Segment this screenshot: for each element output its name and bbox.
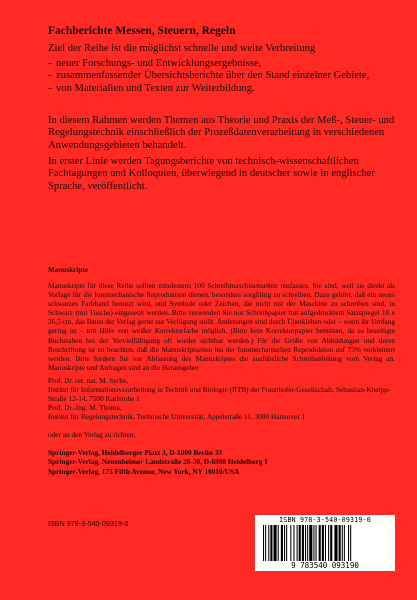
barcode-bar [328,525,329,561]
barcode-isbn-label: ISBN 978-3-540-09319-0 [279,516,371,524]
barcode-bar [344,525,345,561]
barcode-bar [297,525,298,561]
barcode-bar [307,525,308,561]
series-title: Fachberichte Messen, Steuern, Regeln [48,25,236,37]
aim-text: neuer Forschungs- und Entwicklungsergebnisse, [56,58,262,69]
barcode-bars [261,525,389,562]
barcode-bar [325,525,326,561]
dash-bullet: - [48,70,52,82]
editor-name: Prof. Dr.-Ing. M. Thoma, [48,403,122,412]
aim-text: von Materialien und Texten zur Weiterbildung. [56,82,255,94]
barcode-digits: 9 783540 093190 [291,561,359,570]
editor-address: Institut für Informationsverarbeitung in Technik und Biologie (IITB) der Fraunhofer-Gesellschaft, Sebastian-Kneipp-Straße 12-14, 7500 Karlsruhe 1 [48,385,391,404]
aim-text: zusammenfassender Übersichtsberichte über den Stand einzelner Gebiete, [56,70,370,82]
barcode-bar [302,525,304,561]
publisher-address-newyork: Springer-Verlag, 175 Fifth Avenue, New York, NY 10010/USA [48,466,240,476]
barcode-bar [313,525,314,561]
barcode-bar [278,525,279,561]
barcode-bar [316,525,317,561]
barcode-bar [265,525,266,561]
proceedings-paragraph: In erster Linie werden Tagungsberichte von technisch-wissenschaftlichen Fachtagungen und Kolloquien, überwiegend in deutscher sowie in englischer Sprache, veröffentlicht. [48,156,375,192]
aims-list [48,58,393,95]
publisher-address-berlin: Springer-Verlag, Heidelberger Platz 3, D-1000 Berlin 33 [48,448,223,457]
editor-name: Prof. Dr. rer. nat. M. Syrbe, [48,376,129,385]
barcode-bar [299,525,301,561]
barcode-bar [322,525,324,561]
publisher-address-heidelberg: Springer-Verlag, Neuenheimer Landstraße 28-30, D-6900 Heidelberg 1 [48,457,268,467]
barcode [255,515,395,571]
intro-text [48,43,393,56]
barcode-bar [293,525,294,561]
barcode-bar [286,525,287,561]
manuscripts-heading: Manuskripte [48,266,88,274]
barcode-bar [334,525,337,561]
barcode-bar [350,525,351,561]
barcode-bar [305,525,306,561]
barcode-bar [281,525,283,561]
barcode-bar [268,525,269,561]
editor-address-thoma [48,403,395,421]
barcode-bar [319,525,321,561]
topics-paragraph: In diesem Rahmen werden Themen aus Theorie und Praxis der Meß-, Steuer- und Regelungstechnik einschließlich der Prozeßdatenverarbeitung in verschiedenen Anwendungsgebieten behandelt. [48,115,395,151]
editor-address: Institut für Regelungstechnik, Technische Universität, Appelstraße 11, 3000 Hannover 1 [48,412,306,422]
publisher-addresses [48,448,268,476]
barcode-bar [263,525,264,561]
barcode-bar [339,525,341,561]
barcode-bar [274,525,277,561]
list-item [48,83,393,95]
isbn-text: ISBN 978-3-540-09319-0 [48,519,129,528]
list-item [48,70,393,82]
dash-bullet: - [48,82,52,94]
barcode-bar [270,525,272,561]
intro-sentence: Ziel der Reihe ist die möglichst schnelle und weite Verbreitung [48,43,316,54]
dash-bullet: - [48,58,52,69]
barcode-bar [342,525,343,561]
barcode-bar [348,525,349,561]
barcode-bar [290,525,291,561]
list-item [48,58,393,70]
closing-line: oder an den Verlag zu richten. [48,430,136,439]
manuscripts-body: Manuskripte für diese Reihe sollten mindestens 100 Schreibmaschinenseiten umfassen. Sie sind, weil sie direkt als Vorlage für die fotomechanische Reproduktion dienen, besonders sorgfältig zu schreiben. Dazu gehört, daß ein neues schwarzes Farbband benutzt wird, und Symbole oder Zeichen, die nicht mit der Maschine zu schreiben sind, in Schwarz (mit Tusche) eingesetzt werden. Bitte verwenden Sie nur Schreibpapier mit aufgedrucktem Satzspiegel 18 x 26,5 cm, das Ihnen der Verlag gerne zur Verfügung stellt. Änderungen sind durch Überkleben oder – wenn ihr Umfang gering ist – mit Hilfe von weißer Korrekturfarbe möglich. (Bitte kein Korrekturpapier benutzen, da so beseitigte Buchstaben bei der Vervielfältigung oft wieder sichtbar werden.) Für die Größe von Abbildungen und deren Beschriftung ist zu beachten, daß die Manuskriptseiten bei der fotomechanischen Reproduktion auf 75% verkleinert werden. Bitte fordern Sie vor Abfassung des Manuskriptes die ausführliche Schreibanleitung vom Verlag an. Manuskripte und Anfragen sind an die Herausgeber [48,281,395,372]
editor-address-syrbe [48,376,395,403]
barcode-bar [330,525,332,561]
barcode-bar [309,525,312,561]
barcode-bar [284,525,285,561]
